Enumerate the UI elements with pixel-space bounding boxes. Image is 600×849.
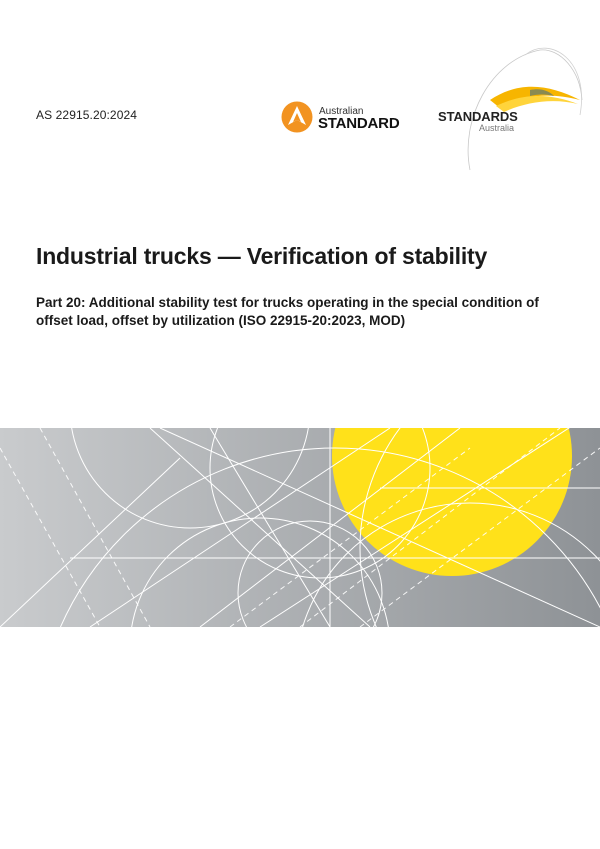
australian-standard-line2: STANDARD — [318, 115, 400, 132]
document-title: Industrial trucks — Verification of stability — [36, 243, 488, 269]
standards-australia-word: STANDARDS — [438, 109, 518, 124]
australian-standard-logo — [281, 100, 401, 136]
australian-standard-triangle-icon — [281, 100, 313, 134]
australian-standard-line1: Australian — [319, 106, 364, 117]
standards-australia-sub: Australia — [479, 123, 515, 133]
document-subtitle: Part 20: Additional stability test for trucks operating in the special condition of offset load, offset by utilization (ISO 22915-20:2023, MOD) — [36, 295, 539, 328]
document-code: AS 22915.20:2024 — [36, 108, 138, 122]
decorative-geometric-banner — [0, 428, 600, 627]
standards-australia-logo — [430, 40, 600, 185]
